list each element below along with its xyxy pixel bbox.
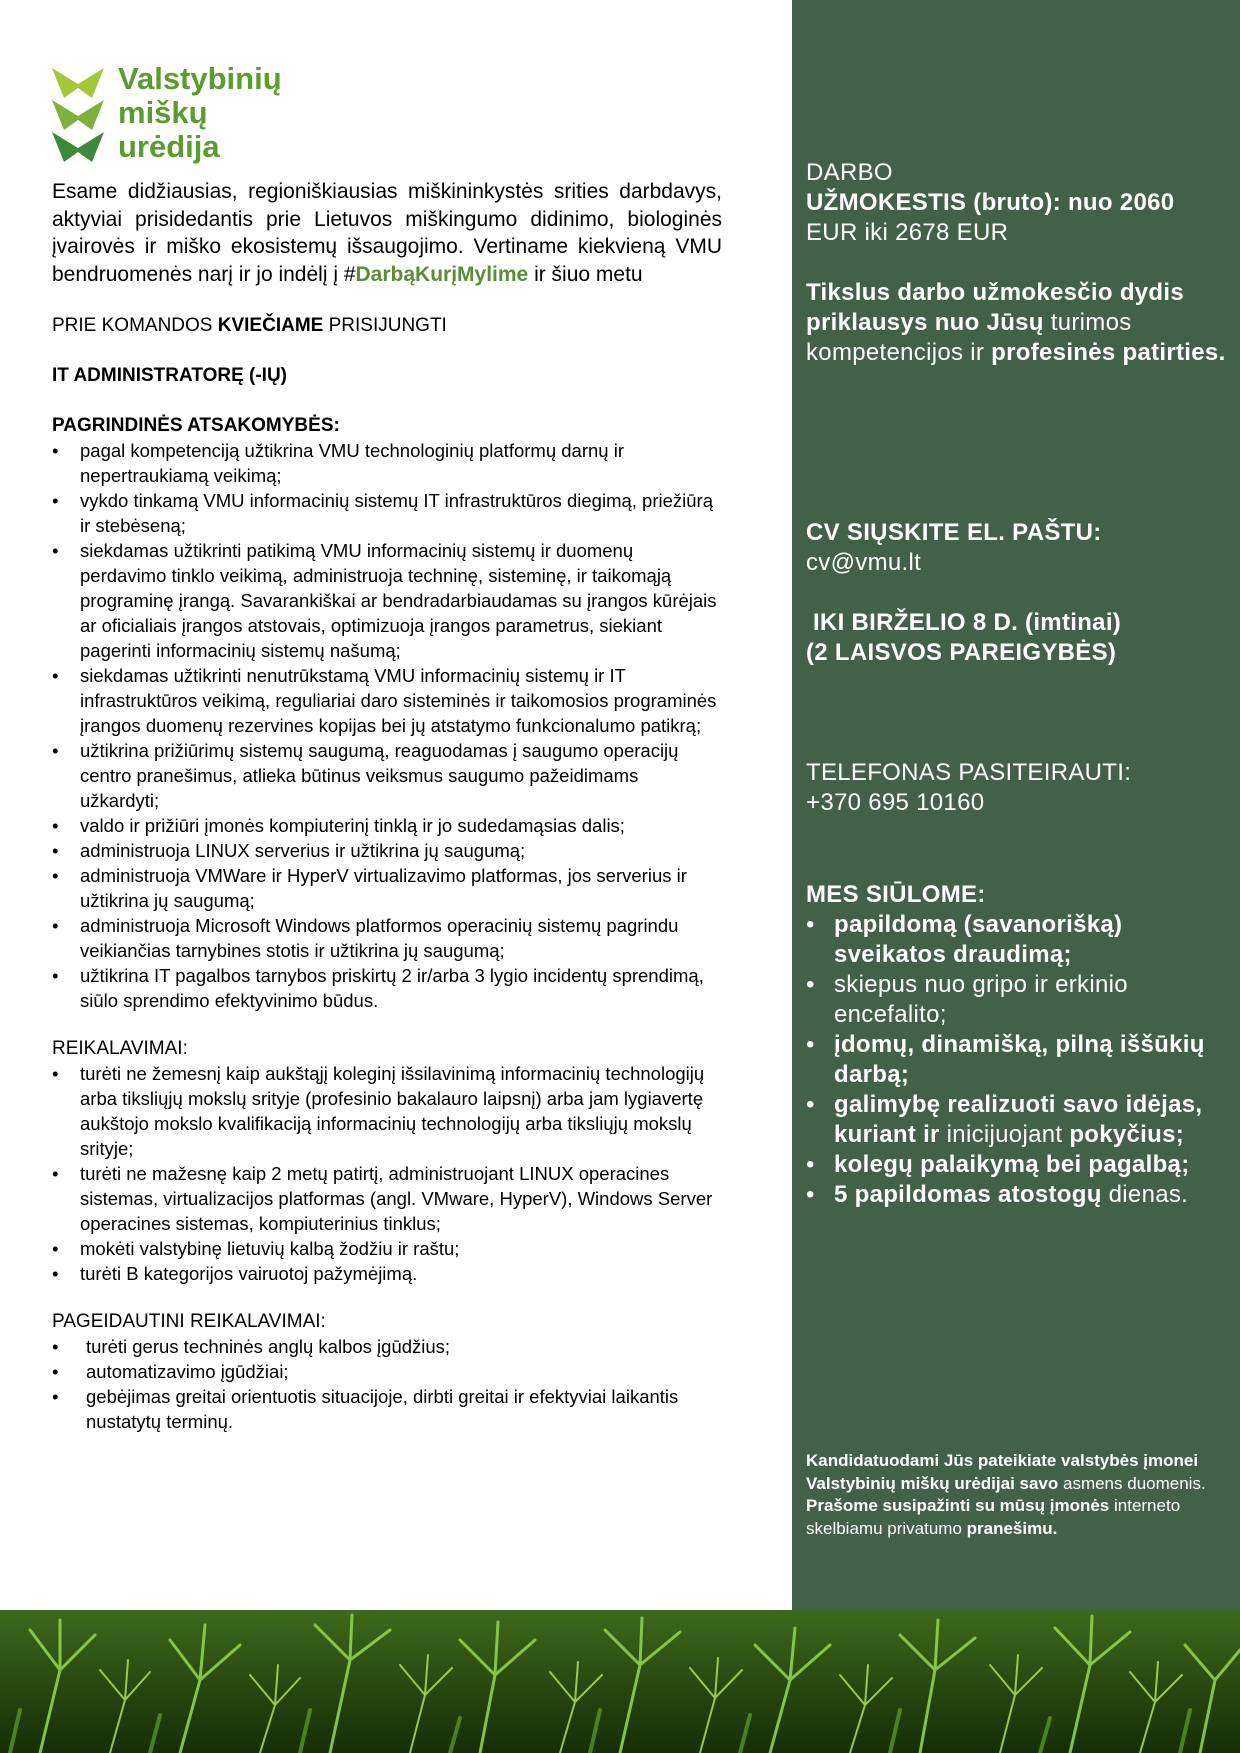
list-item: • turėti B kategorijos vairuotoj pažymėjimą. — [52, 1261, 722, 1286]
requirements-title: REIKALAVIMAI: — [52, 1038, 188, 1059]
offer-item-4-bold: galimybę realizuoti savo idėjas, kuriant ir — [834, 1091, 1203, 1148]
salary-note-end: profesinės patirties. — [991, 339, 1226, 366]
invite-bold: KVIEČIAME — [217, 315, 324, 336]
position-title: IT ADMINISTRATORĘ (-IŲ) — [52, 365, 288, 386]
responsibilities-title: PAGRINDINĖS ATSAKOMYBĖS: — [52, 415, 340, 436]
list-item — [806, 970, 1226, 1030]
logo-wordmark — [118, 62, 282, 164]
phone-block — [806, 758, 1226, 818]
list-item — [806, 1180, 1226, 1210]
offer-item-4-end: pokyčius; — [1069, 1121, 1185, 1148]
logo-line-2: miškų — [118, 95, 208, 130]
moss-banner-image — [0, 1610, 1240, 1753]
salary-line-2: UŽMOKESTIS (bruto): nuo 2060 — [806, 189, 1175, 216]
hashtag-link[interactable]: DarbąKurįMylime — [355, 262, 529, 286]
salary-note — [806, 278, 1226, 368]
privacy-normal-1: asmens duomenis. — [1058, 1473, 1206, 1493]
offer-item-2: skiepus nuo gripo ir erkinio encefalito; — [834, 971, 1128, 1028]
deadline-line-1: IKI BIRŽELIO 8 D. (imtinai) — [806, 609, 1122, 636]
cv-title: CV SIŲSKITE EL. PAŠTU: — [806, 519, 1102, 546]
intro-text-end: ir šiuo metu — [528, 262, 643, 286]
info-panel — [792, 0, 1240, 1610]
list-item: • gebėjimas greitai orientuotis situacijoje, dirbti greitai ir efektyviai laikantis nustatytų terminų. — [52, 1384, 722, 1434]
offer-title: MES SIŪLOME: — [806, 881, 986, 908]
cv-block — [806, 518, 1226, 578]
list-item: • valdo ir prižiūri įmonės kompiuterinį tinklą ir jo sudedamąsias dalis; — [52, 813, 722, 838]
privacy-bold-2: Prašome susipažinti su mūsų įmonės — [806, 1496, 1110, 1515]
preferred-title: PAGEIDAUTINI REIKALAVIMAI: — [52, 1311, 326, 1332]
list-item: • administruoja Microsoft Windows platformos operacinių sistemų pagrindu veikiančias tarnybines stotis ir užtikrina jų saugumą; — [52, 913, 722, 963]
list-item — [806, 1030, 1226, 1090]
company-logo — [52, 62, 722, 172]
offer-item-1: papildomą (savanorišką) sveikatos draudimą; — [834, 911, 1123, 968]
salary-note-bold: Tikslus darbo užmokesčio dydis priklausys nuo Jūsų — [806, 279, 1184, 336]
list-item: • turėti ne mažesnę kaip 2 metų patirtį, administruojant LINUX operacines sistemas, virtualizacijos platformas (angl. VMware, HyperV), Windows Server operacines sistemas, kompiuterinius tinklus; — [52, 1161, 722, 1236]
list-item: • administruoja LINUX serverius ir užtikrina jų saugumą; — [52, 838, 722, 863]
list-item: • administruoja VMWare ir HyperV virtualizavimo platformas, jos serverius ir užtikrina jų saugumą; — [52, 863, 722, 913]
intro-text: Esame didžiausias, regioniškiausias miškininkystės srities darbdavys, aktyviai prisidedantis prie Lietuvos miškingumo didinimo, biologinės įvairovės ir miško ekosistemų išsaugojimo. Vertiname kiekvieną VMU bendruomenės narį ir jo indėlį į # — [52, 180, 722, 286]
offer-block — [806, 880, 1226, 1210]
offer-item-6-normal: dienas. — [1101, 1181, 1189, 1208]
list-item: • turėti ne žemesnį kaip aukštąjį koleginį išsilavinimą informacinių technologijų arba tiksliųjų mokslų srityje (profesinio bakalauro laipsnį) arba jam lygiavertę aukštojo mokslo kvalifikaciją informacinių technologijų arba tiksliųjų mokslų srityje; — [52, 1061, 722, 1161]
phone-label: TELEFONAS PASITEIRAUTI: — [806, 759, 1132, 786]
main-column — [52, 62, 722, 1434]
privacy-bold-3: pranešimu. — [966, 1518, 1058, 1538]
privacy-bold-1: Kandidatuodami Jūs pateikiate valstybės įmonei Valstybinių miškų urėdijai savo — [806, 1451, 1199, 1493]
salary-block — [806, 158, 1226, 248]
responsibilities-list — [52, 438, 722, 1013]
list-item: • užtikrina prižiūrimų sistemų saugumą, reaguodamas į saugumo operacijų centro pranešimus, atlieka būtinus veiksmus saugumo pažeidimams užkardyti; — [52, 738, 722, 813]
moss-texture-icon — [0, 1610, 1240, 1753]
list-item: • užtikrina IT pagalbos tarnybos priskirtų 2 ir/arba 3 lygio incidentų sprendimą, siūlo sprendimo efektyvinimo būdus. — [52, 963, 722, 1013]
list-item: • vykdo tinkamą VMU informacinių sistemų IT infrastruktūros diegimą, priežiūrą ir stebėseną; — [52, 488, 722, 538]
invite-line — [52, 314, 722, 338]
offer-item-3: įdomų, dinamišką, pilną iššūkių darbą; — [834, 1031, 1205, 1088]
deadline-line-2: (2 LAISVOS PAREIGYBĖS) — [806, 639, 1117, 666]
privacy-link[interactable]: interneto skelbiamu privatumo — [806, 1496, 1181, 1538]
list-item: • mokėti valstybinę lietuvių kalbą žodžiu ir raštu; — [52, 1236, 722, 1261]
logo-line-3: urėdija — [118, 129, 220, 164]
salary-line-1: DARBO — [806, 159, 893, 186]
phone-number[interactable]: +370 695 10160 — [806, 789, 985, 816]
tree-logo-icon — [52, 66, 104, 166]
offer-item-4-normal: inicijuojant — [939, 1121, 1070, 1148]
requirements-list — [52, 1061, 722, 1286]
logo-line-1: Valstybinių — [118, 61, 282, 96]
invite-after: PRISIJUNGTI — [323, 315, 447, 336]
list-item: • automatizavimo įgūdžiai; — [52, 1359, 722, 1384]
privacy-notice — [806, 1450, 1226, 1540]
offer-item-5: kolegų palaikymą bei pagalbą; — [834, 1151, 1190, 1178]
list-item: • pagal kompetenciją užtikrina VMU technologinių platformų darnų ir nepertraukiamą veikimą; — [52, 438, 722, 488]
cv-email-link[interactable]: cv@vmu.lt — [806, 549, 922, 576]
list-item: • siekdamas užtikrinti patikimą VMU informacinių sistemų ir duomenų perdavimo tinklo veikimą, administruoja techninę, sisteminę, ir taikomąją programinę įrangą. Savarankiškai ar bendradarbiaudamas su įrangos kūrėjais ar oficialiais įrangos atstovais, optimizuoja įrangos parametrus, siekiant pagerinti informacinių sistemų našumą; — [52, 538, 722, 663]
salary-line-3: EUR iki 2678 EUR — [806, 219, 1009, 246]
list-item — [806, 1150, 1226, 1180]
offer-list — [806, 910, 1226, 1210]
salary-note-normal: turimos kompetencijos ir — [806, 309, 1132, 366]
list-item: • turėti gerus techninės anglų kalbos įgūdžius; — [52, 1334, 722, 1359]
invite-before: PRIE KOMANDOS — [52, 315, 218, 336]
list-item — [806, 910, 1226, 970]
list-item: • siekdamas užtikrinti nenutrūkstamą VMU informacinių sistemų ir IT infrastruktūros veikimą, reguliariai daro sisteminės ir taikomosios programinės įrangos duomenų rezervines kopijas bei jų atstatymo funkcionalumo patikrą; — [52, 663, 722, 738]
intro-paragraph — [52, 178, 722, 288]
deadline-block — [806, 608, 1226, 668]
preferred-list — [52, 1334, 722, 1434]
offer-item-6-bold: 5 papildomas atostogų — [834, 1181, 1102, 1208]
list-item — [806, 1090, 1226, 1150]
